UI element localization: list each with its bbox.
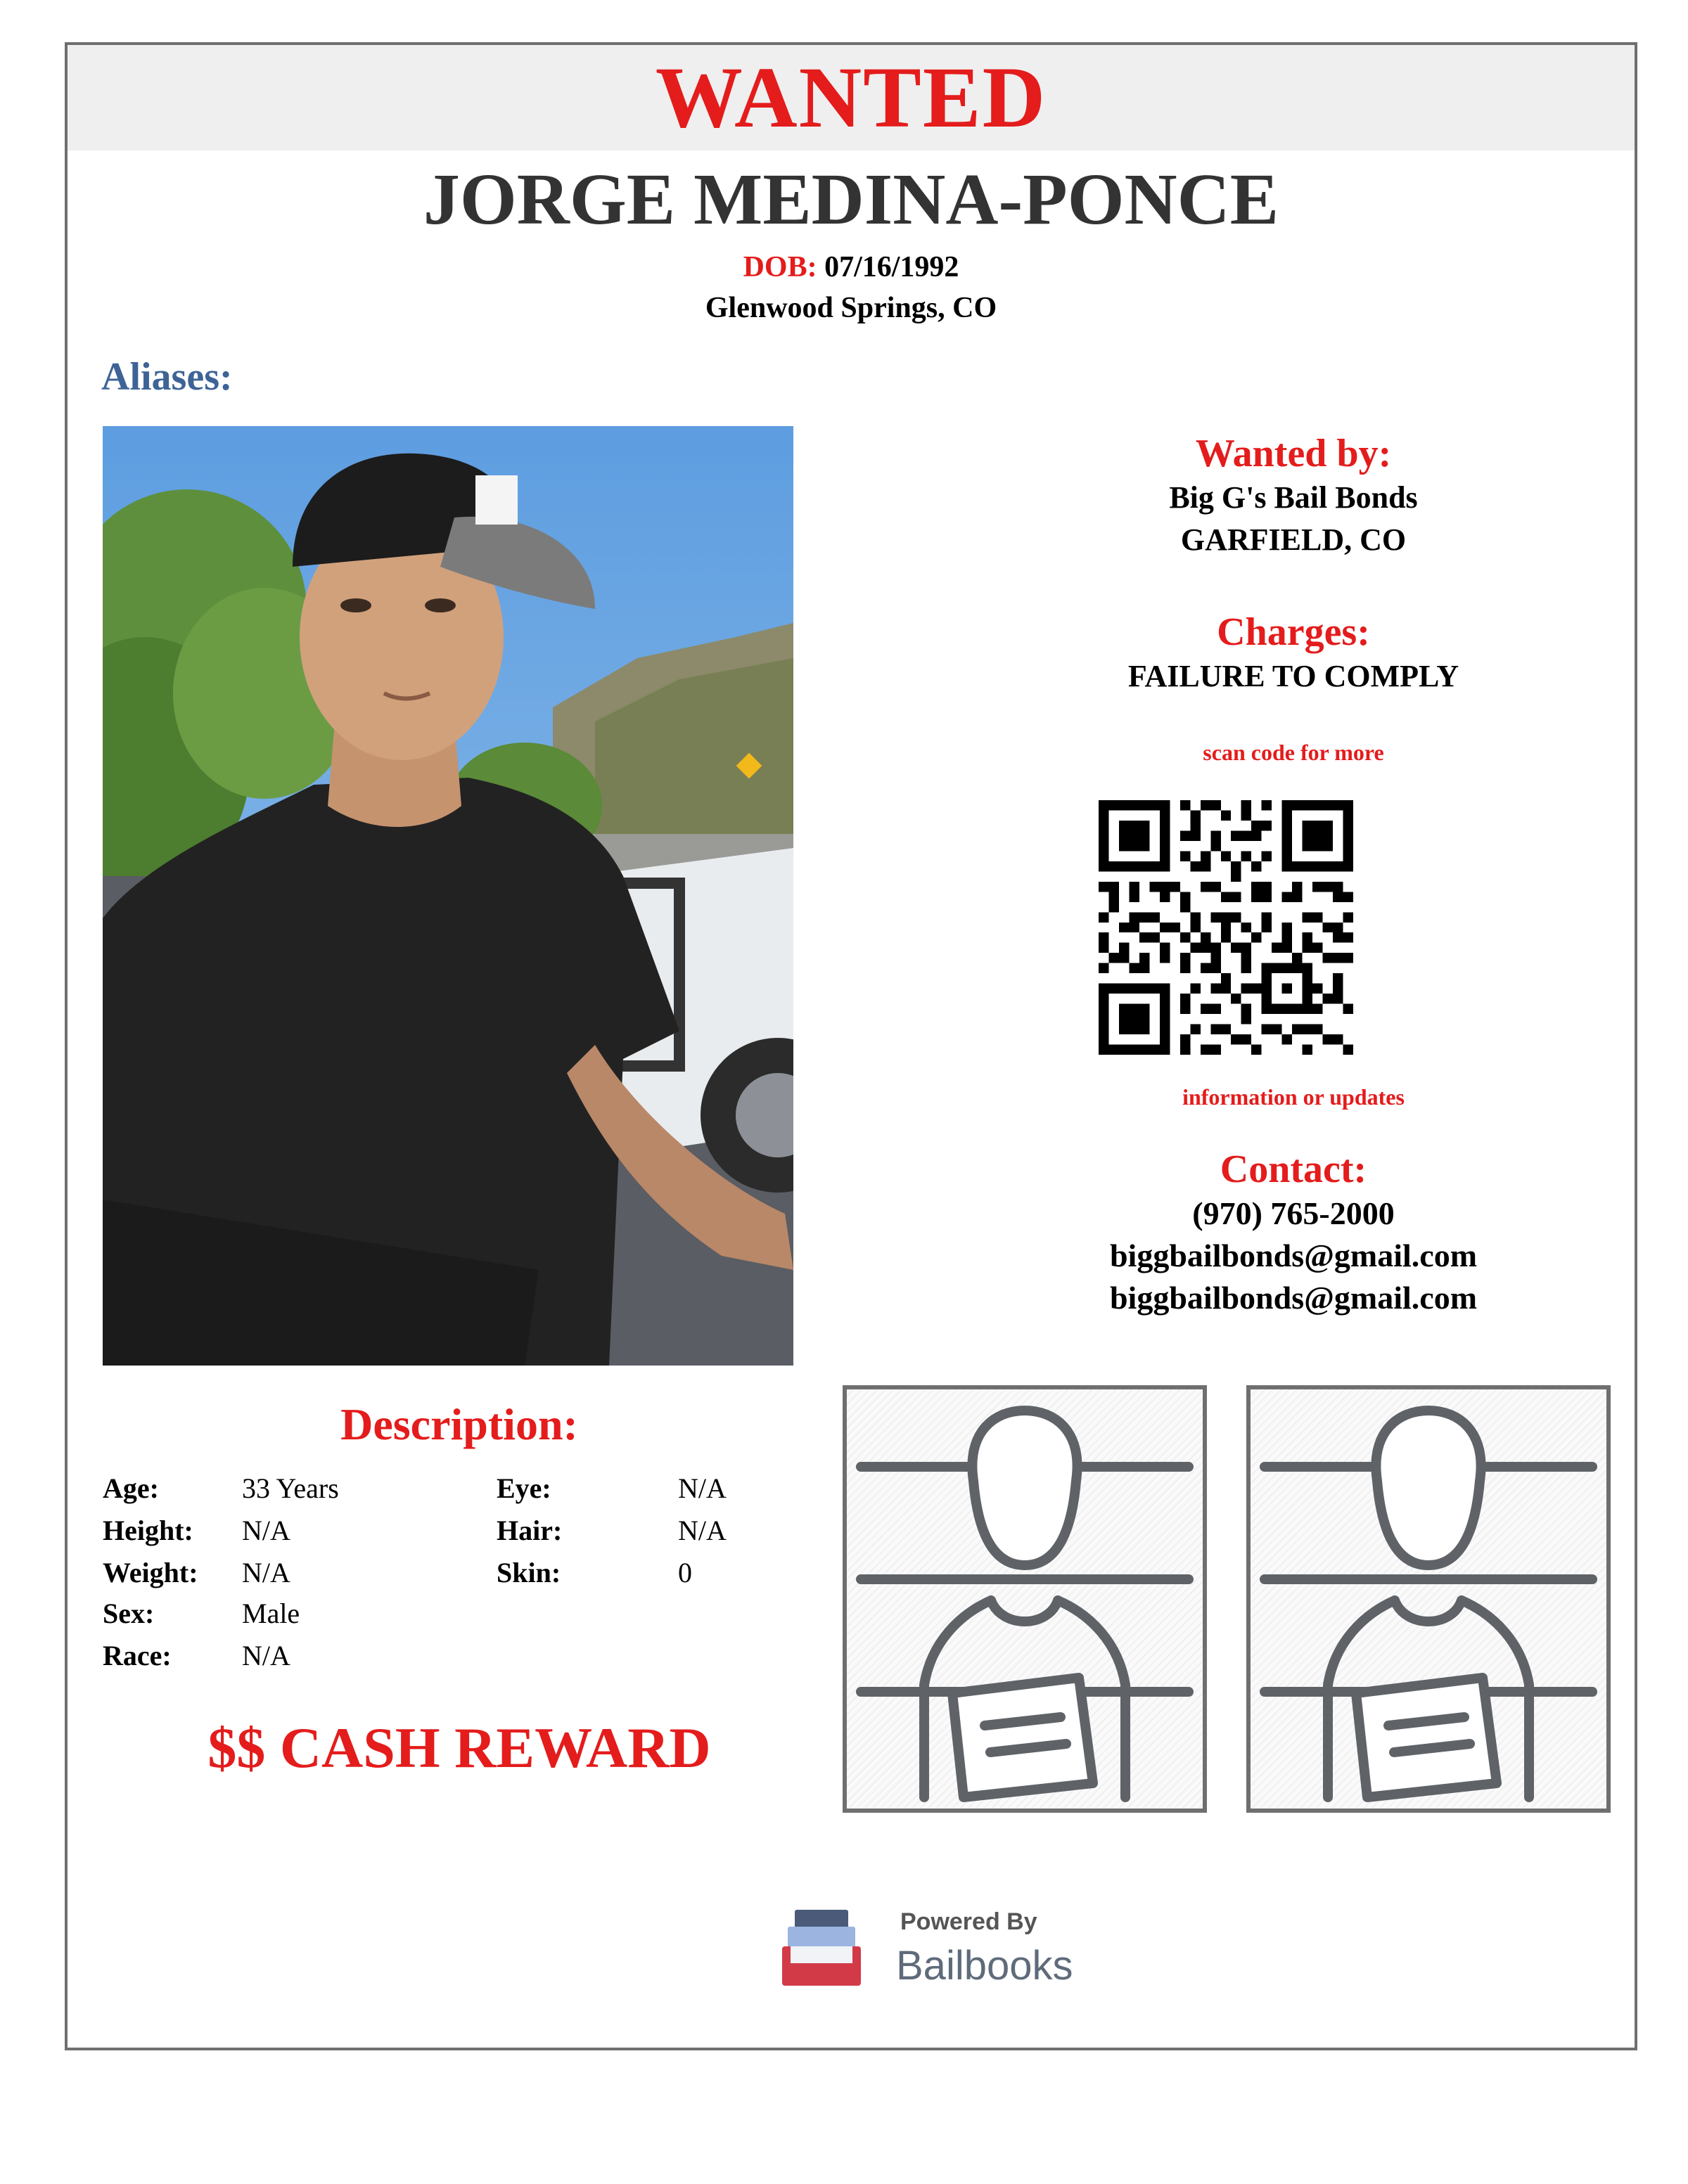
qr-caption-top: scan code for more [1203, 740, 1384, 765]
desc-row [103, 1638, 172, 1674]
mugshot-placeholder-2 [1246, 1385, 1611, 1813]
qr-code[interactable] [1099, 800, 1353, 1055]
bailbooks-logo-icon [778, 1894, 883, 2000]
powered-by-logo[interactable] [715, 1894, 1108, 2014]
desc-label: Age: [103, 1472, 159, 1504]
contact-section [861, 1146, 1688, 1319]
desc-row [497, 1555, 561, 1591]
wanted-title: WANTED [655, 49, 1047, 146]
desc-label: Height: [103, 1515, 193, 1546]
contact-email[interactable]: biggbailbonds@gmail.com [1109, 1238, 1478, 1273]
subject-photo [103, 426, 793, 1366]
desc-row [103, 1471, 159, 1506]
wanted-by-heading: Wanted by: [1195, 432, 1392, 475]
desc-label: Hair: [497, 1515, 563, 1546]
qr-caption-bottom: information or updates [1182, 1084, 1405, 1110]
bailbooks-brand: Bailbooks [896, 1943, 1073, 1989]
charges-value: FAILURE TO COMPLY [1127, 659, 1459, 693]
dob-label: DOB: [743, 251, 817, 283]
desc-label: Sex: [103, 1598, 155, 1629]
desc-value: N/A [242, 1515, 290, 1546]
dob-value: 07/16/1992 [824, 251, 959, 283]
desc-row [497, 1513, 562, 1548]
desc-row [103, 1596, 154, 1631]
desc-value: N/A [678, 1472, 727, 1504]
desc-row [497, 1471, 551, 1506]
wanted-by-agency: Big G's Bail Bonds [1169, 480, 1418, 515]
wanted-poster [65, 42, 1637, 2050]
wanted-by-section [861, 430, 1688, 561]
desc-value: N/A [242, 1557, 290, 1588]
desc-label: Skin: [497, 1557, 561, 1588]
subject-location: Glenwood Springs, CO [705, 292, 997, 324]
desc-label: Race: [103, 1640, 172, 1671]
subject-name: JORGE MEDINA-PONCE [423, 159, 1279, 240]
cash-reward: $$ CASH REWARD [207, 1716, 711, 1780]
contact-phone[interactable]: (970) 765-2000 [1192, 1195, 1395, 1231]
desc-value: Male [242, 1598, 300, 1629]
charges-section [861, 609, 1688, 698]
header-banner [68, 45, 1635, 150]
desc-value: 0 [678, 1557, 692, 1588]
mugshot-placeholder [843, 1385, 1207, 1813]
contact-heading: Contact: [1220, 1148, 1367, 1191]
mugshot-icon [1251, 1389, 1606, 1809]
desc-label: Eye: [497, 1472, 551, 1504]
desc-value: 33 Years [242, 1472, 339, 1504]
aliases-label: Aliases: [101, 355, 233, 399]
desc-value: N/A [678, 1515, 727, 1546]
powered-by-text: Powered By [900, 1908, 1037, 1935]
contact-email-secondary[interactable]: biggbailbonds@gmail.com [1109, 1280, 1478, 1316]
desc-value: N/A [242, 1640, 290, 1671]
charges-heading: Charges: [1217, 610, 1370, 654]
mugshot-icon [847, 1389, 1203, 1809]
wanted-by-county: GARFIELD, CO [1180, 522, 1407, 557]
desc-row [103, 1513, 193, 1548]
desc-row [103, 1555, 198, 1591]
desc-label: Weight: [103, 1557, 198, 1588]
dob-line [68, 248, 1635, 287]
description-heading: Description: [340, 1399, 578, 1449]
